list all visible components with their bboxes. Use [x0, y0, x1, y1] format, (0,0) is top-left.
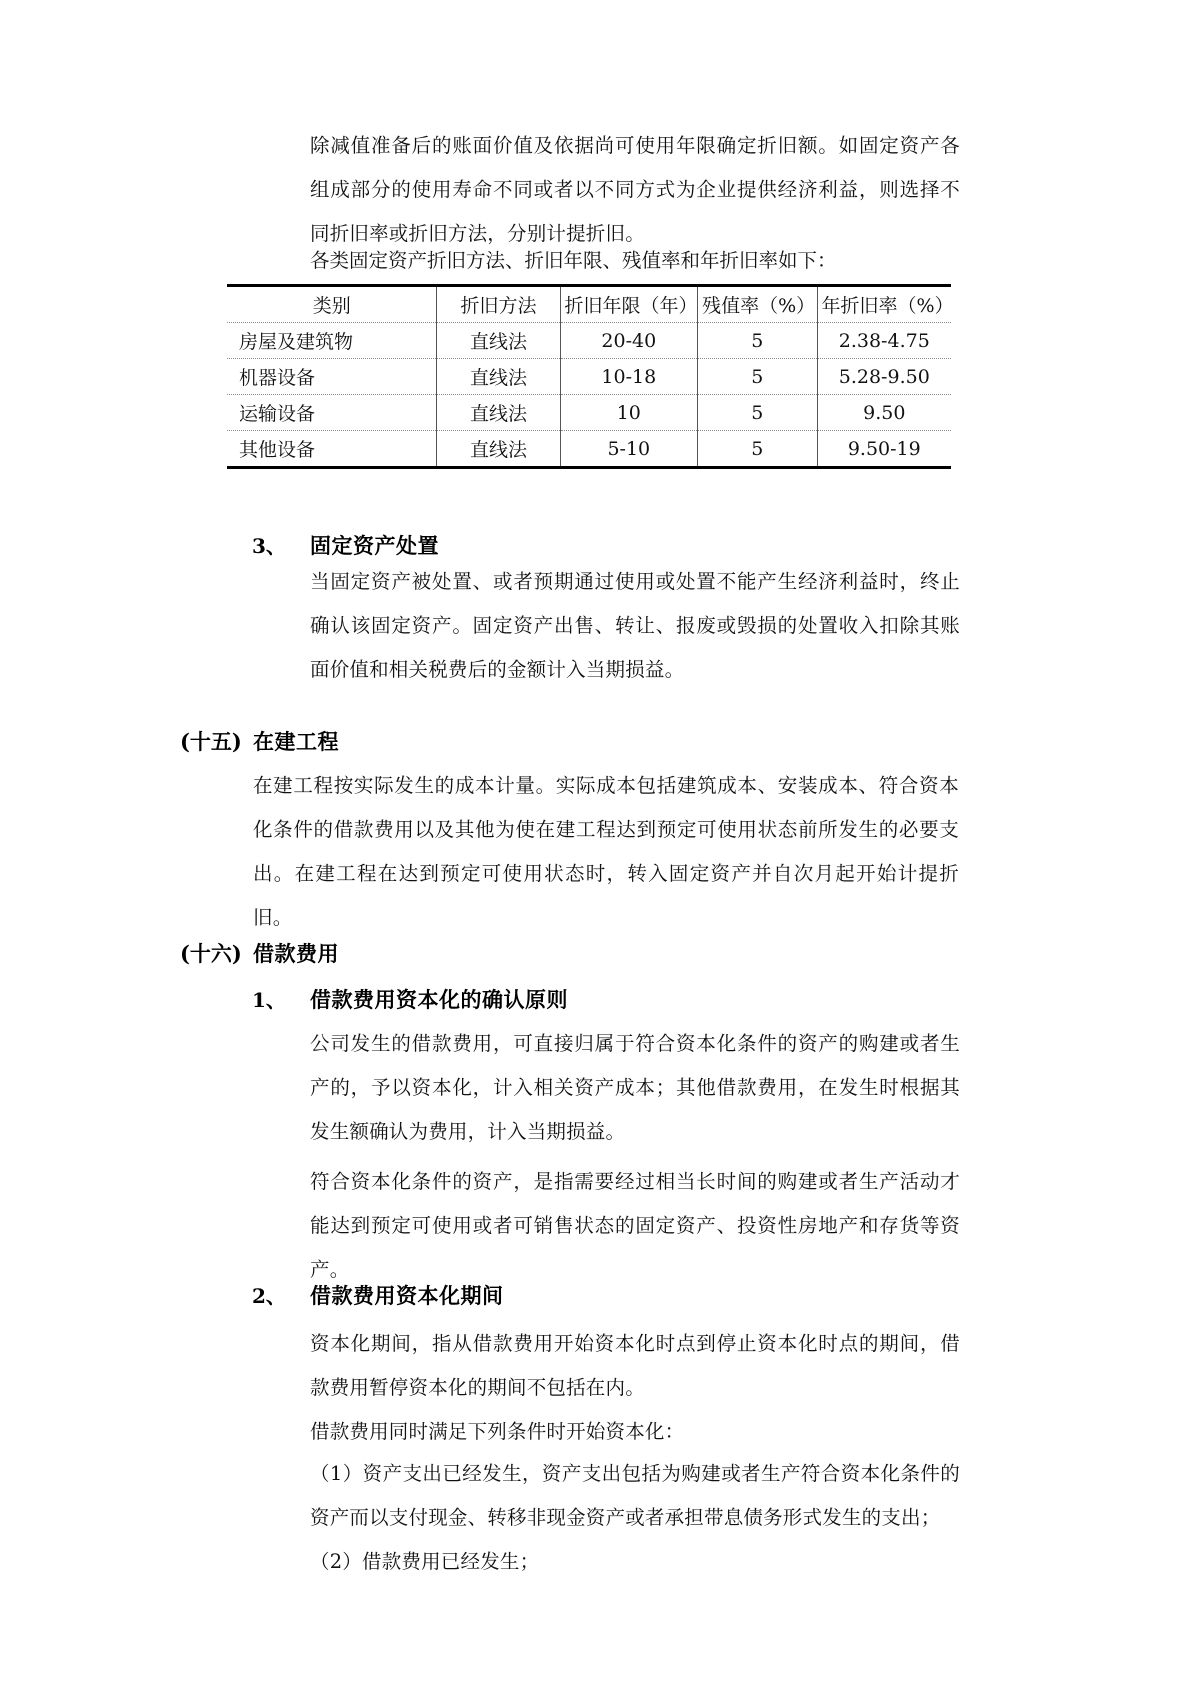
paragraph-qualifying-assets: 符合资本化条件的资产，是指需要经过相当长时间的购建或者生产活动才能达到预定可使用或者可销售状态的固定资产、投资性房地产和存货等资产。 — [310, 1170, 960, 1281]
subsection-16-1-heading — [252, 984, 568, 1014]
cell-method: 直线法 — [437, 323, 560, 359]
cell-residual-rate: 5 — [698, 323, 817, 359]
table-row — [227, 359, 951, 395]
paragraph-capitalization-period: 资本化期间，指从借款费用开始资本化时点到停止资本化时点的期间，借款费用暂停资本化的期间不包括在内。 — [310, 1332, 960, 1399]
section-title: 在建工程 — [253, 729, 339, 754]
paragraph-capitalization-conditions-intro: 借款费用同时满足下列条件时开始资本化： — [310, 1420, 685, 1443]
subsection-title: 固定资产处置 — [310, 533, 439, 558]
cell-years: 10-18 — [560, 359, 698, 395]
table-row — [227, 431, 951, 468]
cell-residual-rate: 5 — [698, 431, 817, 468]
cell-years: 5-10 — [560, 431, 698, 468]
subsection-number: 1、 — [252, 988, 286, 1012]
depreciation-table — [227, 284, 954, 469]
cell-category: 机器设备 — [227, 359, 437, 395]
cell-annual-rate: 5.28-9.50 — [817, 359, 951, 395]
paragraph-construction-in-progress: 在建工程按实际发生的成本计量。实际成本包括建筑成本、安装成本、符合资本化条件的借款费用以及其他为使在建工程达到预定可使用状态前所发生的必要支出。在建工程在达到预定可使用状态时，转入固定资产并自次月起开始计提折旧。 — [253, 774, 959, 929]
section-label: (十六) — [180, 941, 242, 966]
cell-category: 运输设备 — [227, 395, 437, 431]
cell-years: 10 — [560, 395, 698, 431]
paragraph-condition-2: （2）借款费用已经发生； — [310, 1550, 540, 1573]
depreciation-table-wrapper — [227, 284, 954, 469]
subsection-16-2-heading — [252, 1280, 504, 1310]
cell-method: 直线法 — [437, 431, 560, 468]
subsection-3-heading — [252, 530, 439, 560]
section-label: (十五) — [180, 729, 242, 754]
cell-category: 房屋及建筑物 — [227, 323, 437, 359]
paragraph-borrowing-cost-recognition: 公司发生的借款费用，可直接归属于符合资本化条件的资产的购建或者生产的，予以资本化，计入相关资产成本；其他借款费用，在发生时根据其发生额确认为费用，计入当期损益。 — [310, 1032, 960, 1143]
paragraph-depreciation-continuation: 除减值准备后的账面价值及依据尚可使用年限确定折旧额。如固定资产各组成部分的使用寿命不同或者以不同方式为企业提供经济利益，则选择不同折旧率或折旧方法，分别计提折旧。 — [310, 134, 960, 245]
header-method: 折旧方法 — [437, 286, 560, 323]
subsection-title: 借款费用资本化期间 — [310, 1283, 504, 1308]
subsection-title: 借款费用资本化的确认原则 — [310, 987, 568, 1012]
section-15-heading — [180, 726, 339, 756]
table-row — [227, 323, 951, 359]
cell-residual-rate: 5 — [698, 359, 817, 395]
cell-residual-rate: 5 — [698, 395, 817, 431]
paragraph-condition-1: （1）资产支出已经发生，资产支出包括为购建或者生产符合资本化条件的资产而以支付现金、转移非现金资产或者承担带息债务形式发生的支出； — [310, 1462, 960, 1529]
cell-method: 直线法 — [437, 395, 560, 431]
table-intro-line: 各类固定资产折旧方法、折旧年限、残值率和年折旧率如下： — [310, 249, 837, 272]
cell-annual-rate: 9.50-19 — [817, 431, 951, 468]
cell-annual-rate: 2.38-4.75 — [817, 323, 951, 359]
table-header-row — [227, 286, 951, 323]
cell-category: 其他设备 — [227, 431, 437, 468]
subsection-number: 2、 — [252, 1284, 286, 1308]
header-years: 折旧年限（年） — [560, 286, 698, 323]
header-residual-rate: 残值率（%） — [698, 286, 817, 323]
header-annual-rate: 年折旧率（%） — [817, 286, 951, 323]
table-row — [227, 395, 951, 431]
cell-method: 直线法 — [437, 359, 560, 395]
section-title: 借款费用 — [253, 941, 339, 966]
header-category: 类别 — [312, 295, 351, 317]
paragraph-fixed-asset-disposal: 当固定资产被处置、或者预期通过使用或处置不能产生经济利益时，终止确认该固定资产。固定资产出售、转让、报废或毁损的处置收入扣除其账面价值和相关税费后的金额计入当期损益。 — [310, 570, 960, 681]
cell-years: 20-40 — [560, 323, 698, 359]
cell-annual-rate: 9.50 — [817, 395, 951, 431]
subsection-number: 3、 — [252, 534, 286, 558]
section-16-heading — [180, 938, 339, 968]
